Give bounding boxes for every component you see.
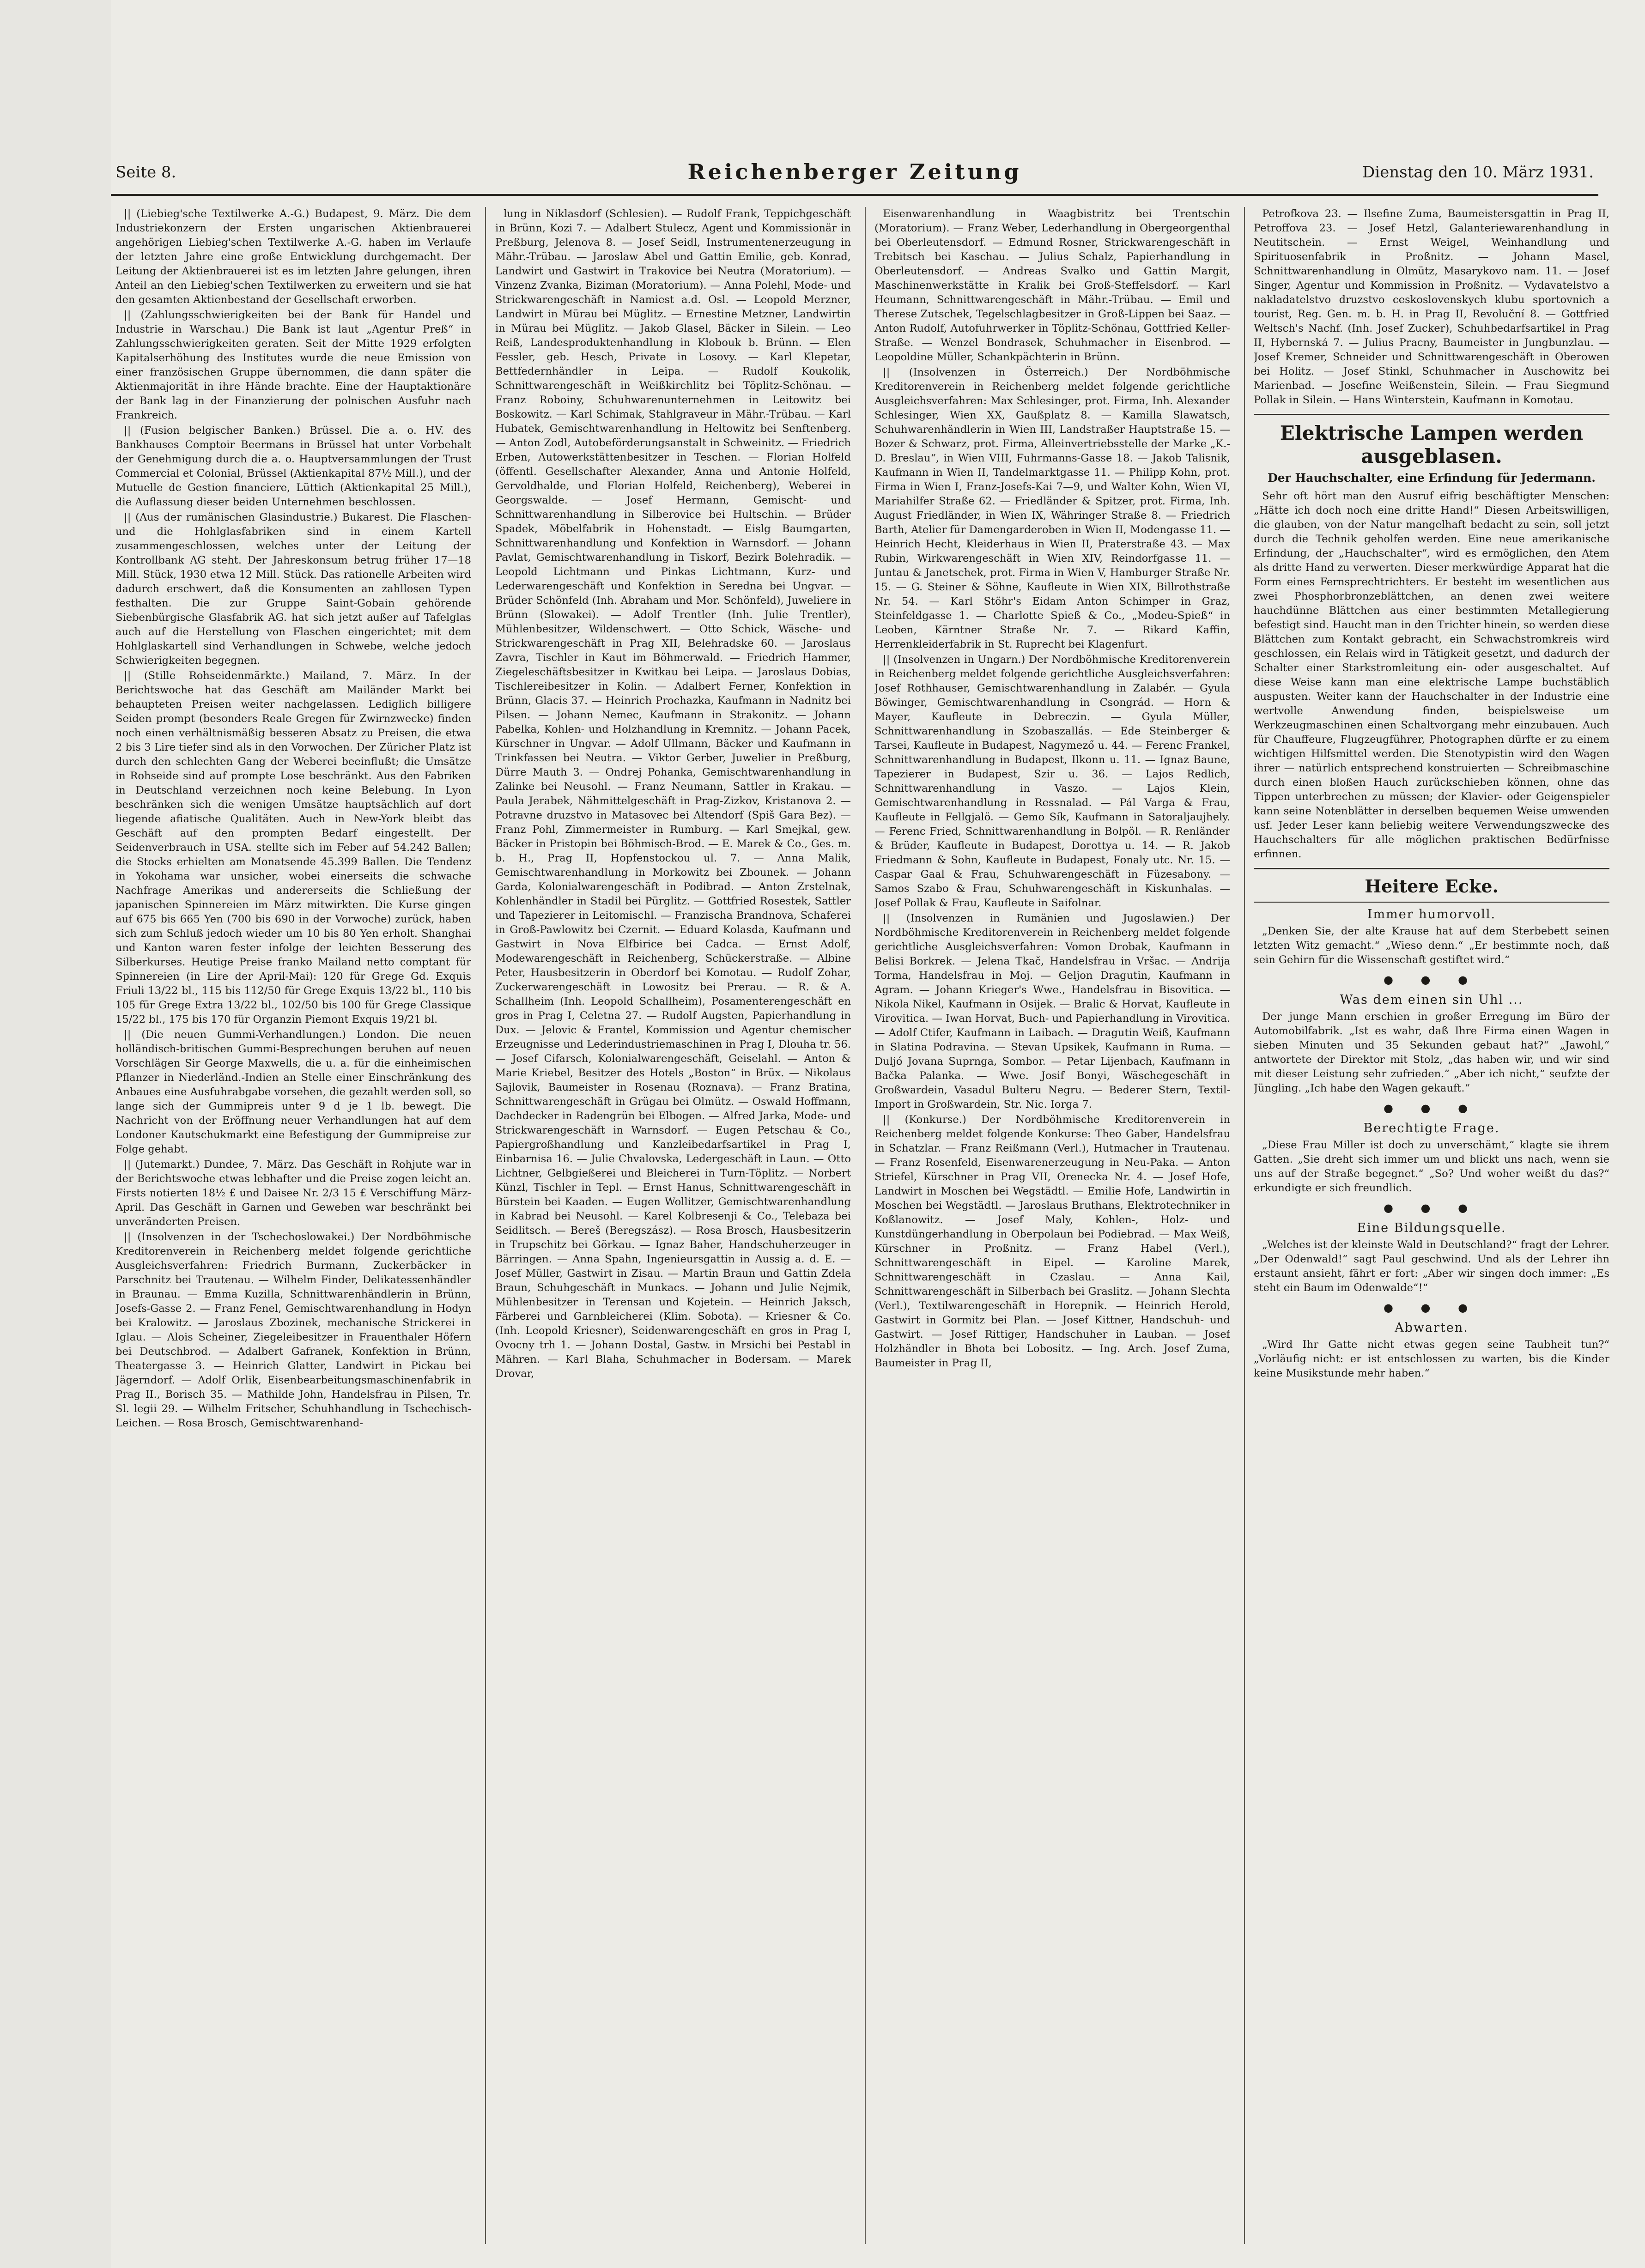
- feature-body: Sehr oft hört man den Ausruf eifrig beschäftigter Menschen: „Hätte ich doch noch eine dritte Hand!“ Diesen Arbeitswilligen, die glauben, von der Natur mangelhaft bedacht zu sein, soll jetzt durch die Technik geholfen werden. Eine neue amerikanische Erfindung, der „Hauchschalter“, wird es ermöglichen, den Atem als dritte Hand zu verwerten. Dieser merkwürdige Apparat hat die Form eines Fernsprechtrichters. Er besteht im wesentlichen aus zwei Phosphorbronzeblättchen, an denen zwei weitere hauchdünne Blättchen aus einer bestimmten Metallegierung befestigt sind. Haucht man in den Trichter hinein, so werden diese Blättchen zum Kontakt gebracht, ein Schwachstromkreis wird geschlossen, ein Relais wird in Tätigkeit gesetzt, und dadurch der Schalter einer Starkstromleitung ein- oder ausgeschaltet. Auf diese Weise kann man eine elektrische Lampe buchstäblich auspusten. Weiter kann der Hauchschalter in der Industrie eine wertvolle Anwendung finden, beispielsweise um Werkzeugmaschinen einen Schaltvorgang mehr einzubauen. Auch für Chauffeure, Flugzeugführer, Photographen dürfte er zu einem wichtigen Hilfsmittel werden. Die Stenotypistin wird den Wagen ihrer — natürlich entsprechend konstruierten — Schreibmaschine durch einen bloßen Hauch zurückschieben können, ohne das Tippen unterbrechen zu müssen; der Klavier- oder Geigenspieler kann seine Notenblätter in derselben bequemen Weise umwenden usf. Jeder Leser kann beliebig weitere Verwendungszwecke des Hauchschalters für alle möglichen praktischen Bedürfnisse erfinnen.: [1254, 490, 1609, 860]
- news-item: || (Stille Rohseidenmärkte.) Mailand, 7. März. In der Berichtswoche hat das Geschäft am Mailänder Markt bei behaupteten Preisen weiter nachgelassen. Lediglich billigere Seiden prompt (besonders Reale Gregen für Zwirnzwecke) finden noch einen verhältnismäßig besseren Absatz zu Preisen, die etwa 2 bis 3 Lire tiefer sind als in den Vorwochen. Der Züricher Platz ist durch den schlechten Gang der Weberei beeinflußt; die Umsätze in Rohseide sind auf prompte Lose beschränkt. Aus den Fabriken in Deutschland verzeichnen noch keine Belebung. In Lyon beschränken sich die wenigen Umsätze hauptsächlich auf dort liegende afiatische Qualitäten. Auch in New-York bleibt das Geschäft auf den prompten Bedarf eingestellt. Der Seidenverbrauch in USA. stellte sich im Feber auf 54.242 Ballen; die Stocks erhielten am Monatsende 45.399 Ballen. Die Tendenz in Yokohama war unsicher, wobei einerseits die schwache Nachfrage Amerikas und andererseits die Schließung der japanischen Spinnereien im März mitwirkten. Die Kurse gingen auf 675 bis 665 Yen (700 bis 690 in der Vorwoche) zurück, haben sich zum Schluß jedoch wieder um 10 bis 80 Yen erholt. Shanghai und Kanton waren fester infolge der leichten Besserung des Silberkurses. Heutige Preise franko Mailand netto comptant für Spinnereien (in Lire der April-Mai): 120 für Grege Gd. Exquis Friuli 13/22 bl., 115 bis 112/50 für Grege Exquis 13/22 bl., 110 bis 105 für Grege Extra 13/22 bl., 102/50 bis 100 für Grege Classique 15/22 bl., 175 bis 170 für Organzin Piemont Exquis 19/21 bl.: [115, 670, 471, 1025]
- news-item: || (Insolvenzen in Ungarn.) Der Nordböhmische Kreditorenverein in Reichenberg meldet folgende gerichtliche Ausgleichsverfahren: Josef Rothhauser, Gemischtwarenhandlung in Zalabér. — Gyula Böwinger, Gemischtwarenhandlung in Csongrád. — Horn & Mayer, Kaufleute in Debreczin. — Gyula Müller, Schnittwarenhandlung in Szobaszallás. — Ede Steinberger & Tarsei, Kaufleute in Budapest, Nagymező u. 44. — Ferenc Frankel, Schnittwarenhandlung in Budapest, Ilkonn u. 11. — Ignaz Baune, Tapezierer in Budapest, Szir u. 36. — Lajos Redlich, Schnittwarenhandlung in Vaszo. — Lajos Klein, Gemischtwarenhandlung in Ressnalad. — Pál Varga & Frau, Kaufleute in Fellgjalö. — Gemo Sík, Kaufmann in Satoraljaujhely. — Ferenc Fried, Schnittwarenhandlung in Bolpöl. — R. Renländer & Brüder, Kaufleute in Budapest, Dorottya u. 14. — R. Jakob Friedmann & Sohn, Kaufleute in Budapest, Fonaly utc. Nr. 15. — Caspar Gaal & Frau, Schuhwarengeschäft in Füzesabony. — Samos Szabo & Frau, Schuhwarengeschäft in Kiskunhalas. — Josef Pollak & Frau, Kaufleute in Saifolnar.: [874, 654, 1230, 909]
- joke-title: Berechtigte Frage.: [1363, 1121, 1500, 1135]
- news-item: lung in Niklasdorf (Schlesien). — Rudolf Frank, Teppichgeschäft in Brünn, Kozi 7. — Adalbert Stulecz, Agent und Kommissionär in Preßburg, Jelenova 8. — Josef Seidl, Instrumentenerzeugung in Mähr.-Trübau. — Jaroslaw Abel und Gattin Emilie, geb. Konrad, Landwirt und Gastwirt in Trakovice bei Neutra (Moratorium). — Vinzenz Zvanka, Biziman (Moratorium). — Anna Polehl, Mode- und Strickwarengeschäft in Namiest a.d. Osl. — Leopold Merzner, Landwirt in Mürau bei Müglitz. — Ernestine Metzner, Landwirtin in Mürau bei Müglitz. — Jakob Glasel, Bäcker in Silein. — Leo Reiß, Landesproduktenhandlung in Klobouk b. Brünn. — Elen Fessler, geb. Hesch, Private in Losovy. — Karl Klepetar, Bettfedernhändler in Leipa. — Rudolf Koukolik, Schnittwarengeschäft in Weißkirchlitz bei Töplitz-Schönau. — Franz Roboiny, Schuhwarenunternehmen in Leitowitz bei Boskowitz. — Karl Schimak, Stahlgraveur in Mähr.-Trübau. — Karl Hubatek, Gemischtwarenhandlung in Heltowitz bei Senftenberg. — Anton Zodl, Autobeförderungsanstalt in Schweinitz. — Friedrich Erben, Autowerkstättenbesitzer in Teschen. — Florian Holfeld (öffentl. Gesellschafter Alexander, Anna und Antonie Holfeld, Gervoldhalde, und Florian Holfeld, Reichenberg), Weberei in Georgswalde. — Josef Hermann, Gemischt- und Schnittwarenhandlung in Silberovice bei Hultschin. — Brüder Spadek, Möbelfabrik in Hohenstadt. — Eislg Baumgarten, Schnittwarenhandlung und Konfektion in Warnsdorf. — Johann Pavlat, Gemischtwarenhandlung in Tiskorf, Bezirk Bolehradik. — Leopold Lichtmann und Pinkas Lichtmann, Kurz- und Lederwarengeschäft und Konfektion in Seredna bei Ungvar. — Brüder Schönfeld (Inh. Abraham und Mor. Schönfeld), Juweliere in Brünn (Slowakei). — Adolf Trentler (Inh. Julie Trentler), Mühlenbesitzer, Wildenschwert. — Otto Schick, Wäsche- und Strickwarengeschäft in Prag XII, Belehradske 60. — Jaroslaus Zavra, Tischler in Kaut im Böhmerwald. — Friedrich Hammer, Ziegeleschäftsbesitzer in Kwitkau bei Leipa. — Jaroslaus Dobias, Tischlereibesitzer in Kolin. — Adalbert Ferner, Konfektion in Brünn, Glacis 37. — Heinrich Prochazka, Kaufmann in Nadnitz bei Pilsen. — Johann Nemec, Kaufmann in Strakonitz. — Johann Pabelka, Kohlen- und Holzhandlung in Kremnitz. — Johann Pacek, Kürschner in Ungvar. — Adolf Ullmann, Bäcker und Kaufmann in Trinkfassen bei Neutra. — Viktor Gerber, Juwelier in Preßburg, Dürre Mauth 3. — Ondrej Pohanka, Gemischtwarenhandlung in Zalinke bei Neusohl. — Franz Neumann, Sattler in Krakau. — Paula Jerabek, Nähmittelgeschäft in Prag-Zizkov, Kristanova 2. — Potravne druzstvo in Matasovec bei Altendorf (Spiš Gara Bez). — Franz Pohl, Zimmermeister in Rumburg. — Karl Smejkal, gew. Bäcker in Pristopin bei Böhmisch-Brod. — E. Marek & Co., Ges. m. b. H., Prag II, Hopfenstockou ul. 7. — Anna Malik, Gemischtwarenhandlung in Morkowitz bei Zbounek. — Johann Garda, Kolonialwarengeschäft in Podibrad. — Anton Zrstelnak, Kohlenhändler in Stadil bei Pürglitz. — Gottfried Rosestek, Sattler und Tapezierer in Leitomischl. — Franzischa Brandnova, Schaferei in Groß-Pawlowitz bei Czernit. — Eduard Kolasda, Kaufmann und Gastwirt in Nova Elfbirice bei Cadca. — Ernst Adolf, Modewarengeschäft in Reichenberg, Schückerstraße. — Albine Peter, Hausbesitzerin in Oberdorf bei Komotau. — Rudolf Zohar, Zuckerwarengeschäft in Lowositz bei Prerau. — R. & A. Schallheim (Inh. Leopold Schallheim), Posamenterengeschäft en gros in Prag I, Celetna 27. — Rudolf Augsten, Papierhandlung in Dux. — Jelovic & Frantel, Kommission und Agentur chemischer Erzeugnisse und Lederindustriemaschinen in Prag I, Dlouha tr. 56. — Josef Cifarsch, Kolonialwarengeschäft, Geiselahl. — Anton & Marie Kriebel, Besitzer des Hotels „Boston“ in Brüx. — Nikolaus Sajlovik, Baumeister in Rosenau (Roznava). — Franz Bratina, Schnittwarengeschäft in Grügau bei Olmütz. — Oswald Hoffmann, Dachdecker in Radengrün bei Elbogen. — Alfred Jarka, Mode- und Strickwarengeschäft in Warnsdorf. — Eugen Petschau & Co., Papiergroßhandlung und Kanzleibedarfsartikel in Prag I, Einbarnisa 16. — Julie Chvalovska, Ledergeschäft in Laun. — Otto Lichtner, Gelbgießerei und Bleicherei in Turn-Töplitz. — Norbert Künzl, Tischler in Tepl. — Ernst Hanus, Schnittwarengeschäft in Bürstein bei Kaaden. — Eugen Wollitzer, Gemischtwarenhandlung in Kabrad bei Neusohl. — Karel Kolbresenji & Co., Telebaza bei Seidlitsch. — Bereš (Beregszász). — Rosa Brosch, Hausbesitzerin in Trupschitz bei Görkau. — Ignaz Baher, Handschuherzeuger in Bärringen. — Anna Spahn, Ingenieursgattin in Aussig a. d. E. — Josef Müller, Gastwirt in Zisau. — Martin Braun und Gattin Zdela Braun, Schuhgeschäft in Munkacs. — Johann und Julie Nejmik, Mühlenbesitzer in Terensan und Kojetein. — Heinrich Jaksch, Färberei und Garnbleicherei (Klim. Sobota). — Kriesner & Co. (Inh. Leopold Kriesner), Seidenwarengeschäft en gros in Prag I, Ovocny trh 1. — Johann Dostal, Gastw. in Mrsichi bei Pestabl in Mähren. — Karl Blaha, Schuhmacher in Bodersam. — Marek Drovar,: [495, 208, 851, 1380]
- news-item: || (Zahlungsschwierigkeiten bei der Bank für Handel und Industrie in Warschau.) Die Bank ist laut „Agentur Preß“ in Zahlungsschwierigkeiten geraten. Seit der Mitte 1929 erfolgten Kapitalserhöhung des Institutes wurde die neue Emission von einer französischen Gruppe übernommen, die dann später die Aktienmajorität in ihre Hände brachte. Eine der Hauptaktionäre der Bank lag in der Finanzierung der polnischen Ausfuhr nach Frankreich.: [115, 309, 471, 421]
- section-rule: [1254, 414, 1609, 415]
- news-item: || (Liebieg'sche Textilwerke A.-G.) Budapest, 9. März. Die dem Industriekonzern der Ersten ungarischen Aktienbrauerei angehörigen Liebieg'schen Textilwerke A.-G. haben im Verlaufe der letzten Jahre eine große Entwicklung durchgemacht. Der Leitung der Aktienbrauerei ist es im letzten Jahre gelungen, ihren Anteil an den Liebieg'schen Textilwerken zu erweitern und sie hat den gesamten Aktienbestand der Gesellschaft erworben.: [115, 208, 471, 306]
- separator-dots: ● ● ●: [1383, 973, 1480, 986]
- column-4: [1254, 207, 1609, 2244]
- news-item: || (Aus der rumänischen Glasindustrie.) Bukarest. Die Flaschen- und die Hohlglasfabriken sind in einem Kartell zusammengeschlossen, welches unter der Leitung der Kontrollbank AG steht. Der Jahreskonsum betrug früher 17—18 Mill. Stück, 1930 etwa 12 Mill. Stück. Das rationelle Arbeiten wird dadurch erschwert, daß die Konsumenten an zahllosen Typen festhalten. Die zur Gruppe Saint-Gobain gehörende Siebenbürgische Glasfabrik AG. hat sich jetzt außer auf Tafelglas auch auf die Herstellung von Flaschen eingerichtet; mit dem Hohlglaskartell sind Verhandlungen in Schwebe, welche jedoch Schwierigkeiten begegnen.: [115, 511, 471, 667]
- feature-headline: Elektrische Lampen werden ausgeblasen.: [1280, 422, 1584, 467]
- news-item: || (Die neuen Gummi-Verhandlungen.) London. Die neuen holländisch-britischen Gummi-Besprechungen beruhen auf neuen Vorschlägen Sir George Maxwells, die u. a. für die einheimischen Pflanzer in Niederländ.-Indien an Stelle einer Einschränkung des Anbaues eine Ausfuhrabgabe vorsehen, die gezahlt werden soll, so lange sich der Gummipreis unter 9 d je 1 lb. bewegt. Die Nachricht von der Eröffnung neuer Verhandlungen hat auf dem Londoner Kautschukmarkt eine Befestigung der Gummipreise zur Folge gehabt.: [115, 1029, 471, 1155]
- masthead: [111, 159, 1598, 187]
- humor-section-title: Heitere Ecke.: [1365, 876, 1499, 897]
- section-rule: [1254, 868, 1609, 869]
- news-item: || (Insolvenzen in der Tschechoslowakei.) Der Nordböhmische Kreditorenverein in Reichenberg meldet folgende gerichtliche Ausgleichsverfahren: Friedrich Burmann, Zuckerbäcker in Parschnitz bei Trautenau. — Wilhelm Finder, Delikatessenhändler in Braunau. — Emma Kuzilla, Schnittwarenhändlerin in Brünn, Josefs-Gasse 2. — Franz Fenel, Gemischtwarenhandlung in Hodyn bei Kralowitz. — Jaroslaus Zbozinek, mechanische Strickerei in Iglau. — Alois Scheiner, Ziegeleibesitzer in Frauenthaler Höfern bei Deutschbrod. — Adalbert Gafranek, Konfektion in Brünn, Theatergasse 3. — Heinrich Glatter, Landwirt in Pickau bei Jägerndorf. — Adolf Orlik, Eisenbearbeitungsmaschinenfabrik in Prag II., Borisch 35. — Mathilde John, Handelsfrau in Pilsen, Tr. Sl. legii 29. — Wilhelm Fritscher, Schuhhandlung in Tschechisch-Leichen. — Rosa Brosch, Gemischtwarenhand-: [115, 1231, 471, 1429]
- joke-text: Der junge Mann erschien in großer Erregung im Büro der Automobilfabrik. „Ist es wahr, daß Ihre Firma einen Wagen in sieben Minuten und 35 Sekunden gebaut hat?“ „Jawohl,“ antwortete der Direktor mit Stolz, „das haben wir, und wir sind mit dieser Leistung sehr zufrieden.“ „Aber ich nicht,“ seufzte der Jüngling. „Ich habe den Wagen gekauft.“: [1254, 1011, 1609, 1094]
- page-margin: [0, 0, 111, 2268]
- news-item: || (Konkurse.) Der Nordböhmische Kreditorenverein in Reichenberg meldet folgende Konkurse: Theo Gaber, Handelsfrau in Schatzlar. — Franz Reißmann (Verl.), Hutmacher in Trautenau. — Franz Rosenfeld, Eisenwarenerzeugung in Neu-Paka. — Anton Striefel, Kürschner in Prag VII, Orenecka Nr. 4. — Josef Hofe, Landwirt in Moschen bei Wegstädtl. — Emilie Hofe, Landwirtin in Moschen bei Wegstädtl. — Jaroslaus Bruthans, Elektrotechniker in Koßlanowitz. — Josef Maly, Kohlen-, Holz- und Kunstdüngerhandlung in Oberpolaun bei Podiebrad. — Max Weiß, Kürschner in Proßnitz. — Franz Habel (Verl.), Schnittwarengeschäft in Eipel. — Karoline Marek, Schnittwarengeschäft in Czaslau. — Anna Kail, Schnittwarengeschäft in Silberbach bei Graslitz. — Johann Slechta (Verl.), Textilwarengeschäft in Horepnik. — Heinrich Herold, Gastwirt in Gormitz bei Plan. — Josef Kittner, Handschuh- und Gastwirt. — Josef Rittiger, Handschuher in Lauban. — Josef Holzhändler in Bhota bei Lobositz. — Ing. Arch. Josef Zuma, Baumeister in Prag II,: [874, 1114, 1230, 1369]
- joke-title: Eine Bildungsquelle.: [1357, 1221, 1506, 1235]
- column-3: [874, 207, 1230, 2244]
- news-item: Eisenwarenhandlung in Waagbistritz bei Trentschin (Moratorium). — Franz Weber, Lederhandlung in Obergeorgenthal bei Oberleutensdorf. — Edmund Rosner, Strickwarengeschäft in Trebitsch bei Kaschau. — Julius Schalz, Papierhandlung in Oberleutensdorf. — Andreas Svalko und Gattin Margit, Maschinenwerkstätte in Kralik bei Groß-Steffelsdorf. — Karl Heumann, Schnittwarengeschäft in Mähr.-Trübau. — Emil und Therese Zutschek, Tegelschlagbesitzer in Groß-Lippen bei Saaz. — Anton Rudolf, Autofuhrwerker in Töplitz-Schönau, Gottfried Keller-Straße. — Wenzel Bondrasek, Schuhmacher in Eisenbrod. — Leopoldine Müller, Schankpächterin in Brünn.: [874, 208, 1230, 363]
- issue-date: Dienstag den 10. März 1931.: [1362, 163, 1594, 182]
- column-1: [115, 207, 471, 2244]
- newspaper-title: Reichenberger Zeitung: [687, 159, 1022, 184]
- joke-text: „Welches ist der kleinste Wald in Deutschland?“ fragt der Lehrer. „Der Odenwald!“ sagt Paul geschwind. Und als der Lehrer ihn erstaunt ansieht, fährt er fort: „Aber wir singen doch immer: „Es steht ein Baum im Odenwalde“!“: [1254, 1239, 1609, 1294]
- news-item: || (Insolvenzen in Österreich.) Der Nordböhmische Kreditorenverein in Reichenberg meldet folgende gerichtliche Ausgleichsverfahren: Max Schlesinger, prot. Firma, Inh. Alexander Schlesinger, Wien XX, Gaußplatz 8. — Kamilla Slawatsch, Schuhwarenhändlerin in Wien III, Landstraßer Hauptstraße 15. — Bozer & Schwarz, prot. Firma, Alleinvertriebsstelle der Marke „K.-D. Breslau“, in Wien VIII, Fuhrmanns-Gasse 18. — Jakob Talisnik, Kaufmann in Wien II, Tandelmarktgasse 11. — Philipp Kohn, prot. Firma in Wien I, Franz-Josefs-Kai 7—9, und Walter Kohn, Wien VI, Mariahilfer Straße 62. — Friedländer & Spitzer, prot. Firma, Inh. August Friedländer, in Wien IX, Währinger Straße 8. — Friedrich Barth, Atelier für Damengarderoben in Wien II, Modengasse 11. — Heinrich Hecht, Kleiderhaus in Wien II, Praterstraße 43. — Max Rubin, Wirkwarengeschäft in Wien XIV, Reindorfgasse 11. — Juntau & Janetschek, prot. Firma in Wien V, Hamburger Straße Nr. 15. — G. Steiner & Söhne, Kaufleute in Wien XIX, Billrothstraße Nr. 54. — Karl Stöhr's Eidam Anton Schimper in Graz, Steinfeldgasse 1. — Charlotte Spieß & Co., „Modeu-Spieß“ in Leoben, Kärntner Straße Nr. 7. — Rikard Kaffin, Herrenkleiderfabrik in St. Ruprecht bei Klagenfurt.: [874, 366, 1230, 650]
- joke-title: Abwarten.: [1395, 1321, 1469, 1335]
- column-divider: [865, 207, 866, 2244]
- masthead-rule: [111, 194, 1598, 196]
- column-2: [495, 207, 851, 2244]
- section-rule: [1254, 902, 1609, 903]
- column-divider: [1244, 207, 1245, 2244]
- joke-text: „Denken Sie, der alte Krause hat auf dem Sterbebett seinen letzten Witz gemacht.“ „Wieso denn.“ „Er bestimmte noch, daß sein Gehirn für die Wissenschaft gestiftet wird.“: [1254, 925, 1609, 966]
- news-item: || (Fusion belgischer Banken.) Brüssel. Die a. o. HV. des Bankhauses Comptoir Beermans in Brüssel hat unter Vorbehalt der Genehmigung durch die a. o. Hauptversammlungen der Trust Commercial et Colonial, Brüssel (Aktienkapital 87½ Mill.), und der Mutuelle de Gestion financiere, Lüttich (Aktienkapital 25 Mill.), die Auflassung dieser beiden Unternehmen beschlossen.: [115, 424, 471, 508]
- joke-text: „Diese Frau Miller ist doch zu unverschämt,“ klagte sie ihrem Gatten. „Sie dreht sich immer um und blickt uns nach, wenn sie uns auf der Straße begegnet.“ „So? Und woher weißt du das?“ erkundigte er sich freundlich.: [1254, 1139, 1609, 1194]
- news-item: Petrofkova 23. — Ilsefine Zuma, Baumeistersgattin in Prag II, Petroffova 23. — Josef Hetzl, Galanteriewarenhandlung in Neutitschein. — Ernst Weigel, Weinhandlung und Spirituosenfabrik in Proßnitz. — Johann Masel, Schnittwarenhandlung in Olmütz, Masarykovo nam. 11. — Josef Singer, Agentur und Kommission in Proßnitz. — Vydavatelstvo a nakladatelstvo druzstvo ceskoslovenskych klubu sportovnich a tourist, Reg. Gen. m. b. H. in Prag II, Revoluční 8. — Gottfried Weltsch's Nachf. (Inh. Josef Zucker), Schuhbedarfsartikel in Prag II, Hybernská 7. — Julius Pracny, Baumeister in Jungbunzlau. — Josef Kremer, Schneider und Schnittwarengeschäft in Oberowen bei Holitz. — Josef Stinkl, Schuhmacher in Auschowitz bei Marienbad. — Josefine Weißenstein, Silein. — Frau Siegmund Pollak in Silein. — Hans Winterstein, Kaufmann in Komotau.: [1254, 208, 1609, 406]
- news-item: || (Insolvenzen in Rumänien und Jugoslawien.) Der Nordböhmische Kreditorenverein in Reichenberg meldet folgende gerichtliche Ausgleichsverfahren: Vomon Drobak, Kaufmann in Belisi Borkrek. — Jelena Tkač, Handelsfrau in Vršac. — Andrija Torma, Handelsfrau in Moj. — Geljon Dragutin, Kaufmann in Agram. — Johann Krieger's Wwe., Handelsfrau in Bisovitica. — Nikola Nikel, Kaufmann in Osijek. — Bralic & Horvat, Kaufleute in Virovitica. — Iwan Horvat, Buch- und Papierhandlung in Virovitica. — Adolf Ctifer, Kaufmann in Laibach. — Dragutin Weiß, Kaufmann in Slatina Podravina. — Stevan Upsikek, Kaufmann in Ruma. — Duljó Jovana Suprnga, Sombor. — Petar Lijenbach, Kaufmann in Bačka Palanka. — Wwe. Josif Bonyi, Wäschegeschäft in Großwardein, Vasadul Bulteru Negru. — Bederer Stern, Textil-Import in Großwardein, Str. Nic. Iorga 7.: [874, 912, 1230, 1110]
- column-divider: [485, 207, 486, 2244]
- joke-title: Immer humorvoll.: [1367, 907, 1496, 922]
- separator-dots: ● ● ●: [1383, 1201, 1480, 1214]
- joke-title: Was dem einen sin Uhl ...: [1340, 993, 1524, 1007]
- news-item: || (Jutemarkt.) Dundee, 7. März. Das Geschäft in Rohjute war in der Berichtswoche etwas lebhafter und die Preise zogen leicht an. Firsts notierten 18½ £ und Daisee Nr. 2/3 15 £ Verschiffung März-April. Das Geschäft in Garnen und Geweben war beschränkt bei unveränderten Preisen.: [115, 1158, 471, 1228]
- joke-text: „Wird Ihr Gatte nicht etwas gegen seine Taubheit tun?“ „Vorläufig nicht: er ist entschlossen zu warten, bis die Kinder keine Musikstunde mehr haben.“: [1254, 1339, 1609, 1379]
- page-number: Seite 8.: [115, 163, 176, 182]
- feature-subhead: Der Hauchschalter, eine Erfindung für Jedermann.: [1268, 471, 1596, 485]
- separator-dots: ● ● ●: [1383, 1301, 1480, 1314]
- separator-dots: ● ● ●: [1383, 1102, 1480, 1115]
